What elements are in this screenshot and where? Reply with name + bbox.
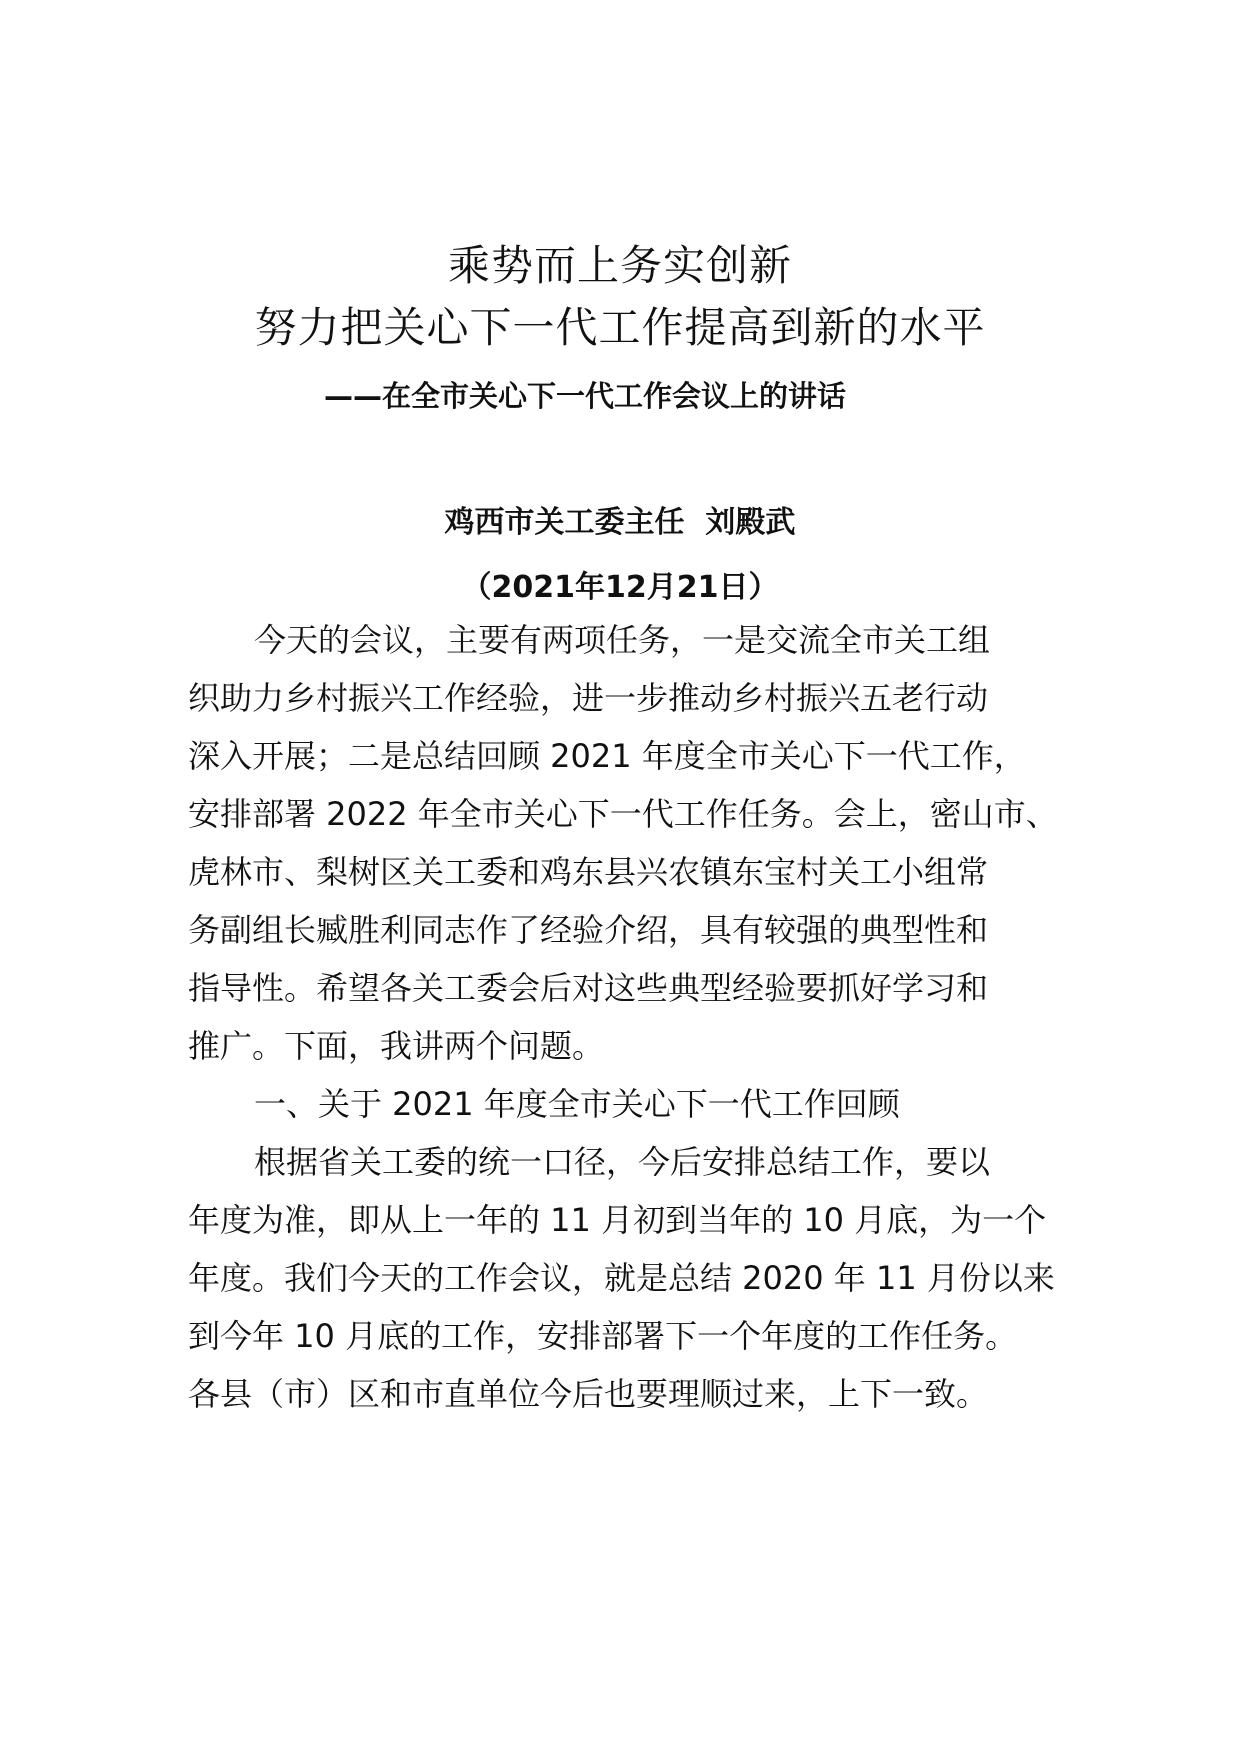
date-line: （2021年12月21日） (461, 570, 779, 605)
title-line-2: 努力把关心下一代工作提高到新的水平 (254, 303, 986, 352)
title-line-1: 乘势而上务实创新 (447, 241, 792, 290)
body-line: 年度为准，即从上一年的 11 月初到当年的 10 月底，为一个 (188, 1201, 1047, 1239)
body-line: 安排部署 2022 年全市关心下一代工作任务。会上，密山市、 (188, 795, 1058, 833)
body-line: 指导性。希望各关工委会后对这些典型经验要抓好学习和 (188, 969, 989, 1007)
body-line: 今天的会议，主要有两项任务，一是交流全市关工组 (254, 621, 991, 659)
body-line: 虎林市、梨树区关工委和鸡东县兴农镇东宝村关工小组常 (188, 853, 989, 891)
body-line: 织助力乡村振兴工作经验，进一步推动乡村振兴五老行动 (188, 679, 989, 717)
section-heading: 一、关于 2021 年度全市关心下一代工作回顾 (254, 1085, 900, 1123)
author-line: 鸡西市关工委主任 刘殿武 (444, 505, 796, 540)
body-line: 年度。我们今天的工作会议，就是总结 2020 年 11 月份以来 (188, 1259, 1055, 1297)
body-line: 务副组长臧胜利同志作了经验介绍，具有较强的典型性和 (188, 911, 989, 949)
body-line: 根据省关工委的统一口径，今后安排总结工作，要以 (254, 1143, 991, 1181)
body-line: 推广。下面，我讲两个问题。 (188, 1027, 605, 1065)
subtitle: ——在全市关心下一代工作会议上的讲话 (324, 379, 847, 413)
body-line: 深入开展；二是总结回顾 2021 年度全市关心下一代工作， (188, 737, 1026, 775)
body-line: 各县（市）区和市直单位今后也要理顺过来，上下一致。 (188, 1375, 989, 1413)
body-line: 到今年 10 月底的工作，安排部署下一个年度的工作任务。 (188, 1317, 1018, 1355)
